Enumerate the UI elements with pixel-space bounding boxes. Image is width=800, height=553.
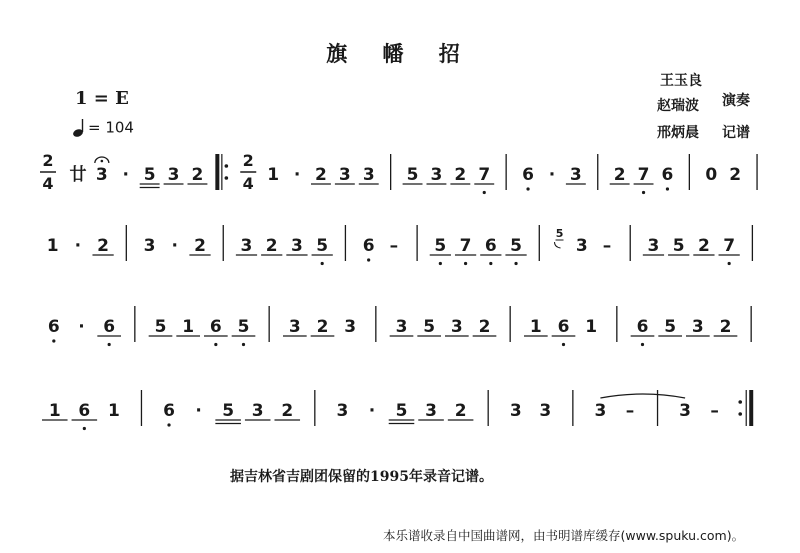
note: 2 — [729, 165, 742, 185]
low-octave-dot — [526, 187, 529, 190]
key-signature: 1 = E — [75, 88, 129, 109]
note: 6 — [557, 317, 570, 337]
note: 6 — [362, 236, 375, 256]
fermata-dot — [101, 160, 104, 163]
note: 6 — [78, 401, 91, 421]
footer-credit: 本乐谱收录自中国曲谱网，由书明谱库缓存(www.spuku.com)。 — [383, 528, 745, 543]
note: 3 — [344, 317, 357, 337]
note: 3 — [575, 236, 588, 256]
dash-or-dot: – — [625, 401, 635, 421]
note: 3 — [450, 317, 463, 337]
note: 6 — [484, 236, 497, 256]
note: 2 — [97, 236, 110, 256]
dash-or-dot: · — [78, 317, 85, 337]
note: 2 — [265, 236, 278, 256]
time-signature-bottom: 4 — [42, 174, 54, 193]
note: 6 — [163, 401, 175, 421]
tie-arc — [600, 394, 685, 398]
note: 3 — [425, 401, 437, 421]
note: 6 — [522, 165, 534, 185]
note: 1 — [267, 165, 280, 185]
note: 2 — [454, 401, 467, 421]
note: 3 — [95, 165, 108, 185]
low-octave-dot — [728, 262, 731, 265]
note: 3 — [594, 401, 607, 421]
note: 5 — [222, 401, 235, 421]
performer-role: 演奏 — [722, 93, 750, 109]
performer-name-1: 王玉良 — [660, 73, 702, 89]
note: 3 — [691, 317, 704, 337]
note: 5 — [423, 317, 436, 337]
note: 6 — [47, 317, 60, 337]
note: 3 — [143, 236, 156, 256]
note: 2 — [478, 317, 491, 337]
note: 1 — [107, 401, 120, 421]
note: 2 — [316, 317, 329, 337]
time-signature-bottom: 4 — [242, 174, 254, 193]
note: 3 — [338, 165, 351, 185]
grace-slur — [555, 242, 561, 248]
note: 7 — [723, 236, 736, 256]
dash-or-dot: – — [389, 236, 399, 256]
note: 5 — [316, 236, 329, 256]
low-octave-dot — [642, 191, 645, 194]
low-octave-dot — [167, 423, 170, 426]
note: 5 — [154, 317, 167, 337]
repeat-dot — [738, 412, 742, 416]
note: 2 — [719, 317, 732, 337]
dash-or-dot: · — [122, 165, 129, 185]
transcriber-role: 记谱 — [722, 125, 750, 141]
dash-or-dot: · — [195, 401, 202, 421]
note: 6 — [209, 317, 222, 337]
note: 5 — [237, 317, 250, 337]
low-octave-dot — [83, 427, 86, 430]
low-octave-dot — [666, 187, 669, 190]
tempo-value: = 104 — [88, 118, 134, 137]
low-octave-dot — [562, 343, 565, 346]
note: 3 — [336, 401, 349, 421]
note: 1 — [585, 317, 598, 337]
dash-or-dot: · — [74, 236, 82, 256]
dash-or-dot: – — [602, 236, 612, 256]
note: 6 — [636, 317, 649, 337]
low-octave-dot — [464, 262, 467, 265]
note: 6 — [103, 317, 116, 337]
note: 3 — [167, 165, 180, 185]
repeat-dot — [225, 176, 229, 180]
time-signature-top: 2 — [42, 151, 54, 170]
low-octave-dot — [108, 343, 111, 346]
repeat-dot — [738, 400, 742, 404]
note: 3 — [679, 401, 692, 421]
transcriber-name: 邢炳晨 — [657, 125, 699, 141]
time-signature-top: 2 — [242, 151, 254, 170]
note: 2 — [454, 165, 467, 185]
note: 3 — [240, 236, 253, 256]
repeat-dot — [225, 164, 229, 168]
note: 3 — [291, 236, 303, 256]
breath-mark: 廿 — [69, 165, 87, 185]
low-octave-dot — [641, 343, 644, 346]
performer-name-2: 赵瑞波 — [657, 98, 699, 114]
note: 7 — [637, 165, 650, 185]
source-note: 据吉林省吉剧团保留的1995年录音记谱。 — [230, 469, 493, 485]
note: 5 — [664, 317, 677, 337]
grace-note: 5 — [555, 227, 564, 240]
note: 2 — [194, 236, 206, 256]
note: 2 — [191, 165, 204, 185]
note: 7 — [478, 165, 491, 185]
note: 1 — [46, 236, 59, 256]
low-octave-dot — [367, 258, 370, 261]
note: 3 — [362, 165, 375, 185]
low-octave-dot — [242, 343, 245, 346]
low-octave-dot — [514, 262, 517, 265]
note: 3 — [569, 165, 582, 185]
repeat-end-thick-bar — [749, 390, 753, 426]
note: 3 — [430, 165, 443, 185]
low-octave-dot — [321, 262, 324, 265]
low-octave-dot — [214, 343, 217, 346]
note: 2 — [697, 236, 710, 256]
dash-or-dot: – — [710, 401, 719, 421]
dash-or-dot: · — [171, 236, 179, 256]
note: 3 — [251, 401, 264, 421]
score-title: 旗 幡 招 — [326, 42, 474, 66]
note: 3 — [509, 401, 522, 421]
repeat-start-thick-bar — [215, 154, 219, 190]
note: 3 — [647, 236, 660, 256]
note: 5 — [434, 236, 447, 256]
note: 2 — [315, 165, 327, 185]
note: 3 — [395, 317, 408, 337]
note: 5 — [672, 236, 685, 256]
note: 5 — [143, 165, 156, 185]
note: 5 — [406, 165, 419, 185]
note: 5 — [395, 401, 408, 421]
note: 2 — [613, 165, 626, 185]
note: 1 — [48, 401, 61, 421]
note: 6 — [661, 165, 674, 185]
dash-or-dot: · — [548, 165, 556, 185]
low-octave-dot — [439, 262, 442, 265]
note: 5 — [510, 236, 522, 256]
note: 1 — [529, 317, 542, 337]
low-octave-dot — [52, 339, 55, 342]
low-octave-dot — [483, 191, 486, 194]
dash-or-dot: · — [293, 165, 301, 185]
note: 1 — [182, 317, 195, 337]
low-octave-dot — [489, 262, 492, 265]
dash-or-dot: · — [368, 401, 376, 421]
note: 3 — [288, 317, 301, 337]
note: 2 — [281, 401, 294, 421]
note: 0 — [705, 165, 718, 185]
note: 7 — [459, 236, 472, 256]
note: 3 — [539, 401, 552, 421]
